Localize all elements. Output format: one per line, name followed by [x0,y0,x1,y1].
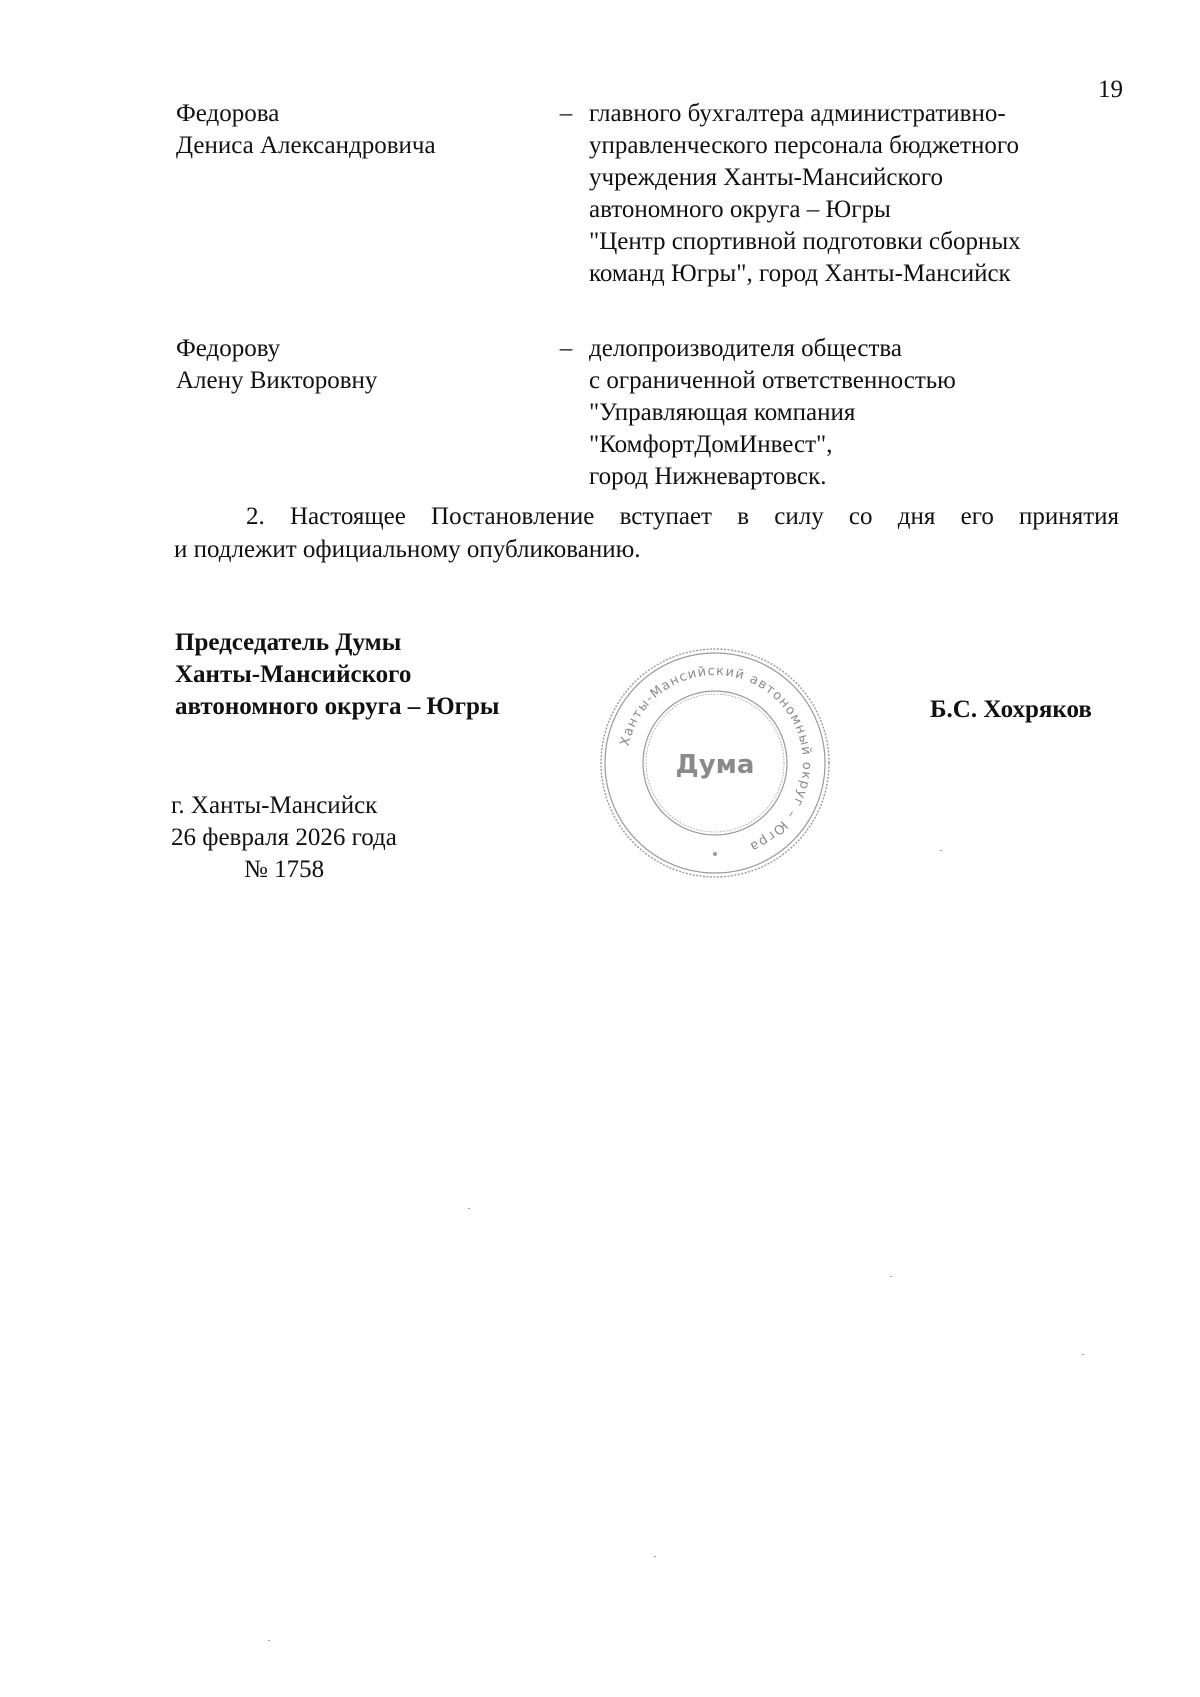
name-line: Федорову [176,335,281,362]
position-line: с ограниченной ответственностью [589,367,956,394]
position-line: "КомфортДомИнвест", [589,431,833,458]
paragraph-line: 2. Настоящее Постановление вступает в силу со дня его принятия [246,503,1119,530]
scan-speck [890,1276,892,1277]
seal-ring-textpath: Ханты-Мансийский автономный округ – Югра [617,663,815,855]
position-line: делопроизводителя общества [589,335,902,362]
name-line: Дениса Александровича [176,132,436,159]
scan-speck [654,1556,656,1557]
scan-speck [468,1208,470,1209]
signatory-title [175,627,499,723]
signatory-title-line: автономного округа – Югры [175,693,500,720]
signatory-title-line: Ханты-Мансийского [175,661,412,688]
position-line: управленческого персонала бюджетного [589,132,1019,159]
scan-speck [1082,1354,1084,1355]
signatory-title-line: Председатель Думы [175,629,402,656]
seal-center-text: Дума [675,750,755,780]
effective-date-paragraph [174,500,1119,566]
appointee-name [176,333,536,397]
position-line: главного бухгалтера административно- [589,100,1006,127]
name-line: Федорова [176,100,280,127]
position-line: город Нижневартовск. [589,463,827,490]
name-line: Алену Викторовну [176,367,378,394]
duma-seal-stamp [596,644,834,882]
paragraph-line: и подлежит официальному опубликованию. [174,536,641,563]
position-line: команд Югры", город Ханты-Мансийск [589,260,1011,287]
position-line: автономного округа – Югры [589,196,891,223]
appointee-position [589,98,1129,290]
appointee-position [589,333,1129,493]
scan-speck [940,850,942,851]
position-line: учреждения Ханты-Мансийского [589,164,944,191]
date: 26 февраля 2026 года [171,824,397,851]
position-line: "Управляющая компания [589,399,856,426]
entry-dash: – [559,335,573,362]
document-number: № 1758 [244,856,325,883]
appointee-name [176,98,536,162]
signatory-name: Б.С. Хохряков [930,696,1092,723]
place-date-block [171,790,397,886]
scan-speck [268,1640,270,1641]
seal-dot [713,852,717,856]
page-number: 19 [1098,76,1123,103]
entry-dash: – [559,100,573,127]
city: г. Ханты-Мансийск [171,792,378,819]
position-line: "Центр спортивной подготовки сборных [589,228,1021,255]
